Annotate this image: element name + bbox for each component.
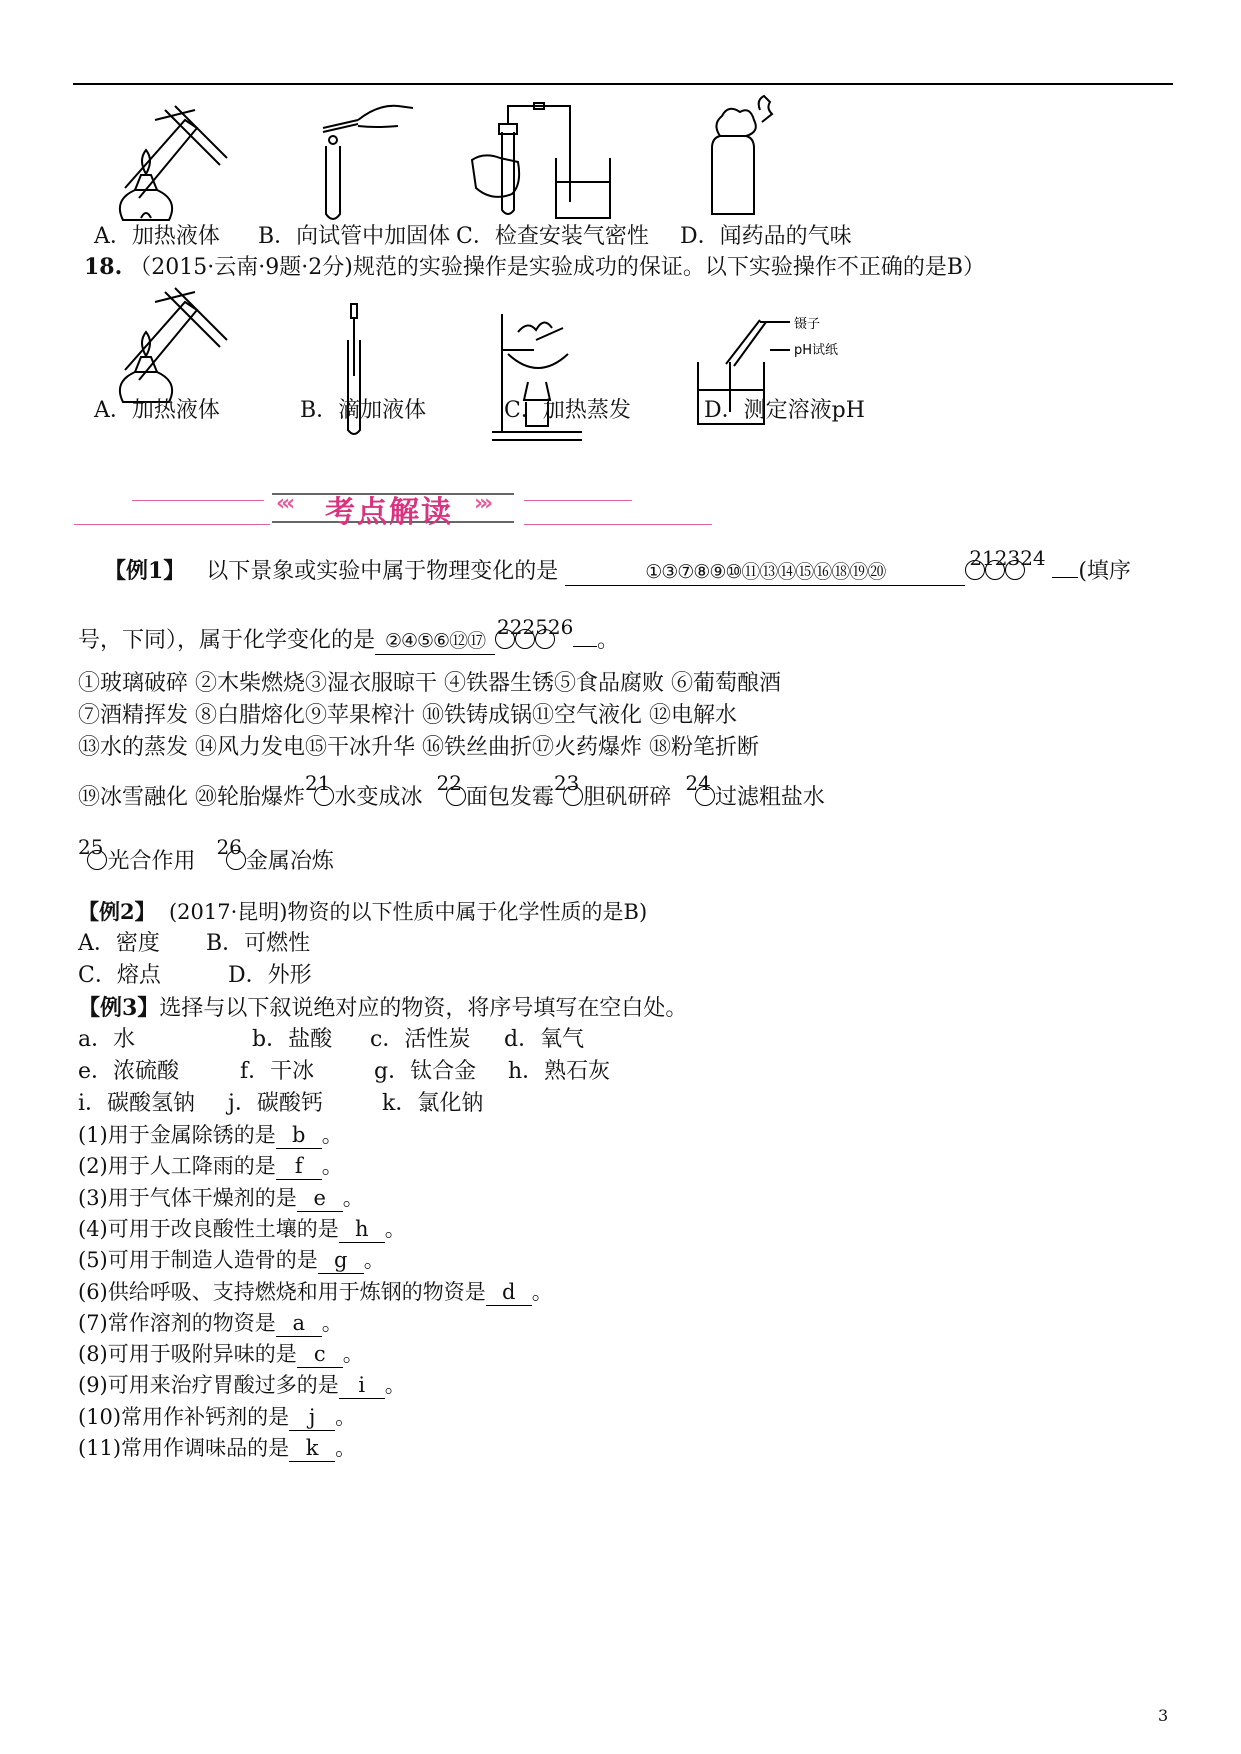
ex3-choice-a: a．水 — [78, 1027, 136, 1052]
adding-solid-illustration — [318, 96, 418, 231]
ex3-choice-k: k．氯化钠 — [382, 1091, 484, 1116]
ex3-question-end: 。 — [335, 1404, 357, 1429]
ex1-row5-a: 光合作用 — [107, 849, 196, 874]
ex3-question-8 — [78, 1339, 364, 1369]
ex2-option-b: B．可燃性 — [206, 931, 311, 956]
ex3-answer-blank: a — [276, 1310, 322, 1337]
ex3-answer-blank: i — [339, 1372, 385, 1399]
ex3-question-end: 。 — [384, 1216, 406, 1241]
ex3-choice-e: e．浓硫酸 — [78, 1059, 180, 1084]
q18-stem — [84, 252, 985, 283]
tweezers-label: 镊子 — [794, 317, 821, 332]
ex3-choice-g: g．钛合金 — [374, 1059, 477, 1084]
ex3-question-3 — [78, 1183, 364, 1213]
ex3-answer-blank: j — [289, 1404, 335, 1431]
ex3-choice-c: c．活性炭 — [370, 1027, 471, 1052]
ex1-item-row-3: ⑬水的蒸发 ⑭风力发电⑮干冰升华 ⑯铁丝曲折⑰火药爆炸 ⑱粉笔折断 — [78, 735, 759, 760]
ex1-num-22: 22 — [436, 771, 462, 795]
ex3-question-text: (11)常用作调味品的是 — [78, 1436, 290, 1460]
ex3-question-text: (5)可用于制造人造骨的是 — [78, 1248, 318, 1273]
ex1-physical-answer: ①③⑦⑧⑨⑩⑪⑬⑭⑮⑯⑱⑲⑳ — [565, 559, 965, 586]
smelling-illustration — [700, 92, 800, 224]
ex3-choices-row-3 — [78, 1089, 484, 1119]
ex3-stem — [78, 993, 687, 1024]
ex1-num-24: 24 — [685, 771, 711, 795]
ex3-answer-blank: h — [339, 1216, 385, 1243]
ex3-choice-i: i．碳酸氢钠 — [78, 1091, 196, 1116]
q18-number: 18. — [84, 254, 123, 280]
q17-option-a: A．加热液体 — [94, 224, 220, 249]
ex3-question-text: (7)常作溶剂的物资是 — [78, 1310, 276, 1335]
ex3-question-text: (1)用于金属除锈的是 — [78, 1123, 276, 1147]
ex3-question-text: (10)常用作补钙剂的是 — [78, 1404, 290, 1429]
ex2-options-row-1 — [78, 929, 311, 959]
ex3-question-end: 。 — [363, 1248, 385, 1273]
ex1-physical-extra: 212324 — [965, 557, 1045, 587]
ex2-answer: B — [623, 900, 639, 924]
ex3-answer-blank: d — [486, 1279, 532, 1306]
banner-line-right-bottom — [524, 524, 712, 525]
banner-line-right-top — [524, 500, 632, 501]
ex3-question-end: 。 — [321, 1123, 343, 1147]
ex3-question-text: (8)可用于吸附异味的是 — [78, 1342, 297, 1367]
page-number: 3 — [1158, 1706, 1169, 1725]
ex2-option-c: C．熔点 — [78, 963, 161, 988]
heating-liquid-illustration-2 — [105, 282, 235, 410]
ex1-item-row-5 — [78, 835, 334, 877]
ex3-question-7 — [78, 1308, 343, 1338]
ex1-row4-a: ⑲冰雪融化 ⑳轮胎爆炸 — [78, 785, 305, 810]
ex3-answer-blank: c — [297, 1341, 343, 1368]
ex3-question-2 — [78, 1151, 343, 1181]
ex3-choice-f: f．干冰 — [240, 1059, 315, 1084]
ex1-text: 以下景象或实验中属于物理变化的是 — [206, 559, 559, 584]
ex3-question-5 — [78, 1245, 385, 1275]
header-rule — [73, 83, 1173, 85]
banner-left-chevrons: ‹‹‹ — [276, 491, 292, 516]
q18-option-b: B．滴加液体 — [300, 398, 427, 423]
ex1-item-row-4 — [78, 771, 825, 813]
ex1-row4-c: 面包发霉 — [465, 785, 554, 810]
ex3-choice-j: j．碳酸钙 — [228, 1091, 323, 1116]
banner-title: 考点解读 — [325, 495, 453, 530]
ex3-choice-b: b．盐酸 — [252, 1027, 333, 1052]
ex3-choices-row-2 — [78, 1057, 611, 1087]
ex3-answer-blank: g — [318, 1247, 364, 1274]
q18-text: （2015·云南·9题·2分)规范的实验操作是实验成功的保证。以下实验操作不正确的是 — [129, 255, 947, 280]
ex3-question-end: 。 — [342, 1185, 364, 1210]
ex3-question-end: 。 — [384, 1373, 406, 1398]
ex1-row4-e: 过滤粗盐水 — [714, 785, 825, 810]
ex1-num-25: 25 — [78, 835, 104, 859]
ex3-choice-d: d．氧气 — [504, 1027, 585, 1052]
ex2-label: 【例2】 — [78, 899, 156, 924]
ex2-options-row-2 — [78, 961, 312, 991]
ex1-num-26: 26 — [216, 835, 242, 859]
ex1-chemical-blank — [573, 646, 597, 647]
banner-right-chevrons: ››› — [474, 491, 490, 516]
ex3-answer-blank: e — [297, 1185, 343, 1212]
ex3-question-10 — [78, 1402, 356, 1432]
ex3-question-end: 。 — [321, 1154, 343, 1179]
q18-answer: B — [946, 255, 964, 280]
ex2-text: (2017·昆明)物资的以下性质中属于化学性质的是 — [168, 900, 624, 924]
ex2-stem — [78, 897, 647, 927]
ex1-row4-b: 水变成冰 — [334, 785, 423, 810]
ex3-question-text: (4)可用于改良酸性土壤的是 — [78, 1216, 339, 1241]
ex3-question-text: (3)用于气体干燥剂的是 — [78, 1185, 297, 1210]
ex1-num-23: 23 — [553, 771, 580, 795]
q18-close: ） — [963, 255, 986, 280]
q17-option-b: B．向试管中加固体 — [258, 224, 451, 249]
ex3-text: 选择与以下叙说绝对应的物资，将序号填写在空白处。 — [159, 996, 688, 1021]
q18-option-a: A．加热液体 — [94, 398, 220, 423]
q18-option-d: D．测定溶液pH — [704, 398, 865, 423]
ex3-question-end: 。 — [342, 1342, 364, 1367]
ex1-item-row-2: ⑦酒精挥发 ⑧白腊熔化⑨苹果榨汁 ⑩铁铸成锅⑪空气液化 ⑫电解水 — [78, 703, 737, 728]
ex1-line2-head: 号，下同），属于化学变化的是 — [78, 628, 376, 653]
ex1-label: 【例1】 — [104, 558, 186, 584]
ex3-question-11 — [78, 1433, 356, 1463]
ex1-chemical-extra: 222526 — [495, 626, 573, 656]
ex3-question-end: 。 — [531, 1279, 553, 1304]
ex3-question-end: 。 — [321, 1310, 343, 1335]
ex1-line1 — [104, 546, 1131, 587]
ex3-answer-blank: f — [276, 1153, 322, 1180]
ex3-answer-blank: b — [276, 1122, 322, 1149]
ex3-label: 【例3】 — [78, 995, 160, 1021]
ex3-question-text: (2)用于人工降雨的是 — [78, 1154, 276, 1179]
ex1-line2 — [78, 615, 620, 656]
banner-line-left-bottom — [74, 524, 270, 525]
q17-option-c: C．检查安装气密性 — [456, 224, 649, 249]
ex3-question-text: (9)可用来治疗胃酸过多的是 — [78, 1373, 339, 1398]
airtightness-check-illustration — [462, 98, 622, 233]
ex3-choice-h: h．熟石灰 — [508, 1059, 611, 1084]
ex2-option-a: A．密度 — [78, 931, 160, 956]
ex1-num-21: 21 — [305, 771, 331, 795]
q17-option-d: D．闻药品的气味 — [680, 224, 852, 249]
heating-liquid-illustration — [105, 100, 235, 228]
ex1-tail: (填序 — [1078, 559, 1131, 584]
ex1-physical-blank — [1052, 577, 1078, 578]
q18-option-c: C．加热蒸发 — [504, 398, 631, 423]
ex1-chemical-answer: ②④⑤⑥⑫⑰ — [375, 628, 495, 655]
ex2-option-d: D．外形 — [228, 963, 312, 988]
ph-paper-label: pH试纸 — [794, 343, 839, 358]
ex3-question-end: 。 — [335, 1436, 357, 1460]
ex3-question-9 — [78, 1370, 406, 1400]
ex2-close: ) — [638, 900, 648, 924]
ex1-item-row-1: ①玻璃破碎 ②木柴燃烧③湿衣服晾干 ④铁器生锈⑤食品腐败 ⑥葡萄酿酒 — [78, 671, 781, 696]
ex3-question-6 — [78, 1277, 553, 1307]
ex3-question-text: (6)供给呼吸、支持燃烧和用于炼钢的物资是 — [78, 1279, 486, 1304]
ex1-row5-b: 金属冶炼 — [245, 849, 334, 874]
ex3-question-1 — [78, 1120, 343, 1150]
ex1-row4-d: 胆矾研碎 — [583, 785, 672, 810]
ex1-line2-tail: 。 — [597, 628, 620, 653]
ex3-question-4 — [78, 1214, 406, 1244]
ex3-choices-row-1 — [78, 1025, 585, 1055]
ex3-answer-blank: k — [289, 1435, 335, 1462]
banner-line-left-top — [132, 500, 264, 501]
